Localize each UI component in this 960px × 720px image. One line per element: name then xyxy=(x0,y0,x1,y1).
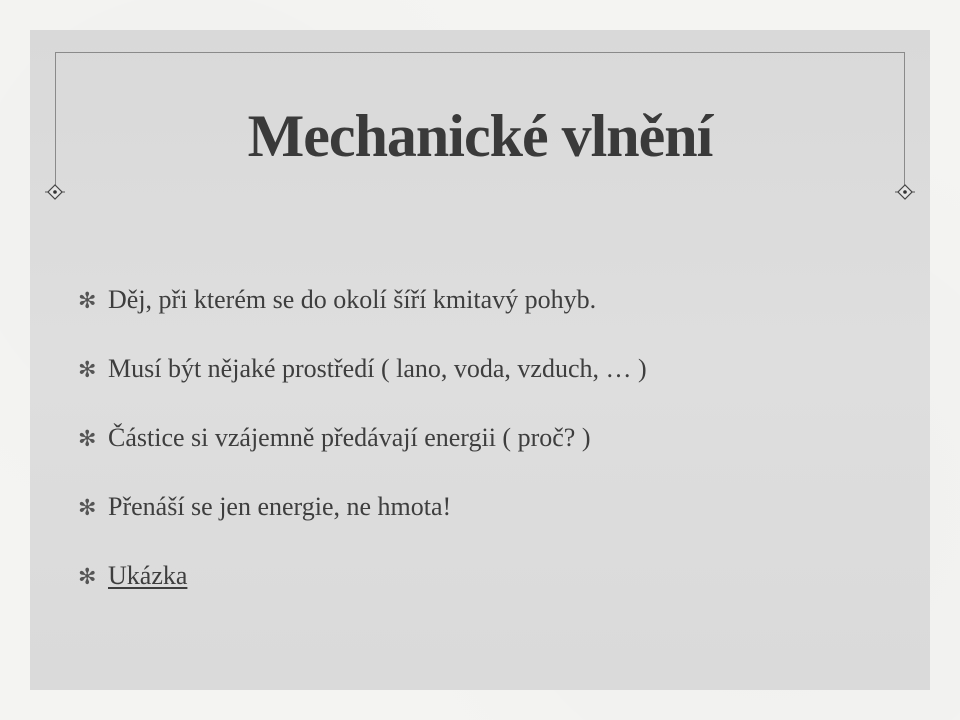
asterisk-bullet-icon: ✻ xyxy=(78,427,97,452)
bullet-text: Musí být nějaké prostředí ( lano, voda, vzduch, … ) xyxy=(108,354,647,383)
bullet-text: Přenáší se jen energie, ne hmota! xyxy=(108,492,452,521)
slide-title: Mechanické vlnění xyxy=(247,103,713,169)
list-item xyxy=(78,492,898,561)
list-item xyxy=(78,561,898,630)
asterisk-bullet-icon: ✻ xyxy=(78,358,97,383)
diamond-ornament-icon xyxy=(895,182,915,202)
bullet-text: Děj, při kterém se do okolí šíří kmitavý pohyb. xyxy=(108,285,597,314)
asterisk-bullet-icon: ✻ xyxy=(78,496,97,521)
asterisk-bullet-icon: ✻ xyxy=(78,289,97,314)
bullet-text: Částice si vzájemně předávají energii ( proč? ) xyxy=(108,423,591,452)
asterisk-bullet-icon: ✻ xyxy=(78,565,97,590)
ukazka-link[interactable]: Ukázka xyxy=(108,561,188,590)
slide xyxy=(30,30,930,690)
bullet-list xyxy=(78,285,898,630)
list-item xyxy=(78,423,898,492)
list-item xyxy=(78,354,898,423)
diamond-ornament-icon xyxy=(45,182,65,202)
list-item xyxy=(78,285,898,354)
